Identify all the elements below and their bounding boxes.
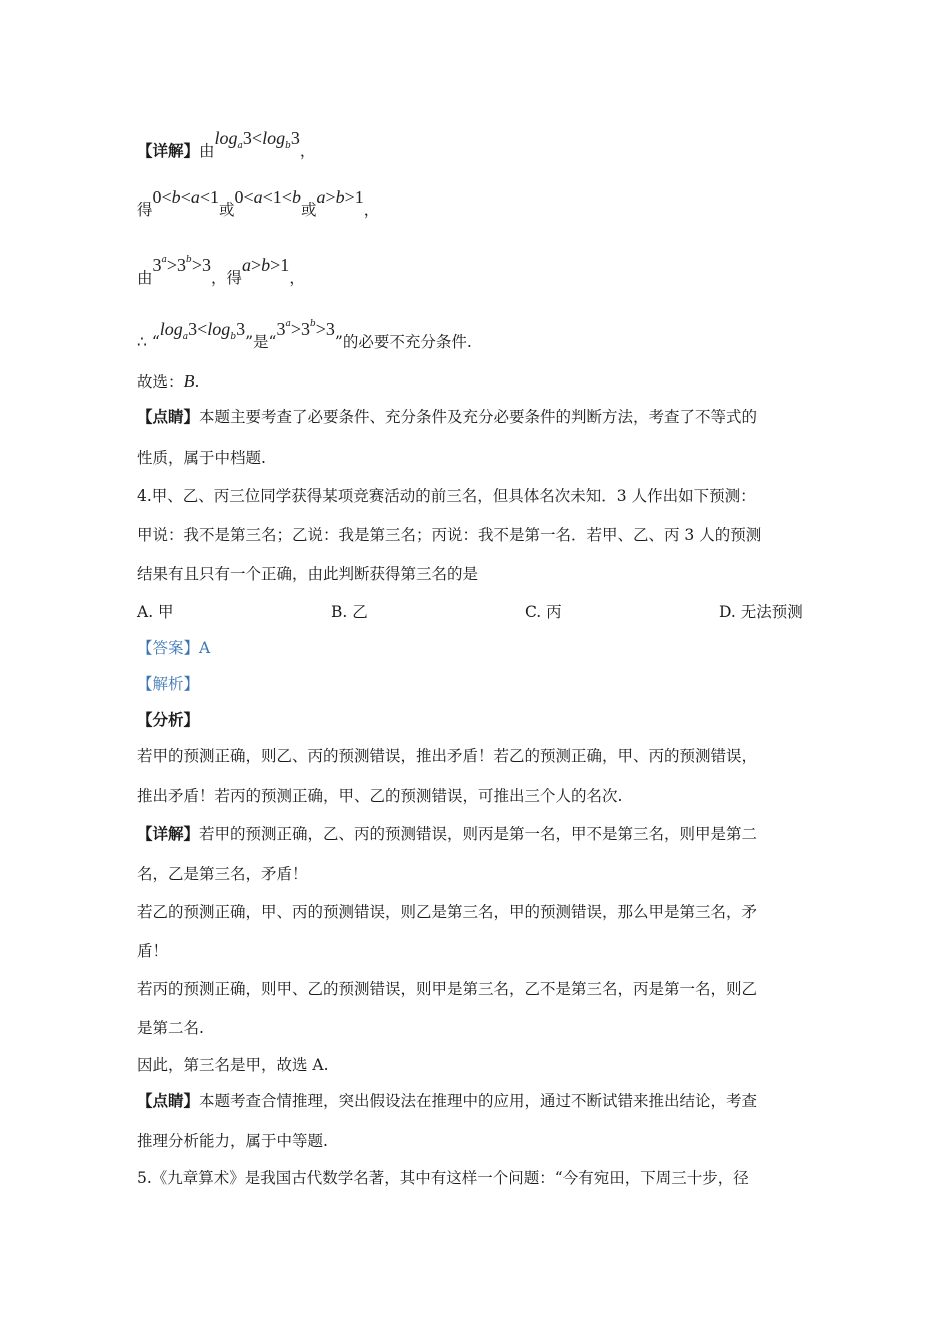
detail2-line-3: 若乙的预测正确，甲、丙的预测错误，则乙是第三名，甲的预测错误，那么甲是第三名，矛 (137, 903, 758, 921)
dianjing-1-cont: 性质，属于中档题. (137, 449, 266, 467)
question-4-line-3: 结果有且只有一个正确，由此判断获得第三名的是 (137, 565, 479, 583)
option-d: D. 无法预测 (719, 603, 803, 621)
detail-line-3: 由$3^a>3^b>3$，得a>b>1， (137, 255, 305, 287)
fenxi-label: 【分析】 (137, 710, 200, 729)
math-condition-1: 0<b<a<1 (152, 187, 219, 207)
detail2-line-6: 是第二名. (137, 1019, 204, 1037)
dianjing-2: 【点睛】本题考查合情推理，突出假设法在推理中的应用，通过不断试错来推出结论，考查 (137, 1091, 758, 1110)
option-a: A. 甲 (137, 603, 174, 621)
math-condition-3: a>b>1 (316, 187, 364, 207)
detail2-line-5: 若丙的预测正确，则甲、乙的预测错误，则甲是第三名，乙不是第三名，丙是第一名，则乙 (137, 980, 758, 998)
detail2-line-7: 因此，第三名是甲，故选 A. (137, 1056, 329, 1074)
math-a-gt-b: a>b>1 (242, 255, 290, 275)
question-4-line-1: 4.甲、乙、丙三位同学获得某项竞赛活动的前三名，但具体名次未知．3 人作出如下预测： (137, 487, 756, 505)
math-log-ineq-2: $\log_a3<\log_b3$ (159, 319, 246, 342)
analysis-line-2: 推出矛盾！若丙的预测正确，甲、乙的预测错误，可推出三个人的名次. (137, 787, 623, 805)
question-4-line-2: 甲说：我不是第三名；乙说：我是第三名；丙说：我不是第一名．若甲、乙、丙 3 人的预测 (137, 526, 762, 544)
detail2-line-2: 名，乙是第三名，矛盾！ (137, 865, 308, 883)
options-row (137, 602, 827, 624)
detail-conclusion: ∴ “$\log_a3<\log_b3$”是“$3^a>3^b>3$”的必要不充分条件. (137, 319, 472, 351)
analysis-label: 【解析】 (137, 675, 200, 693)
detail-line-2: 得0<b<a<1或0<a<1<b或a>b>1， (137, 187, 380, 219)
math-exp-ineq-2: $3^a>3^b>3$ (276, 319, 335, 339)
dianjing-1: 【点睛】本题主要考查了必要条件、充分条件及充分必要条件的判断方法，考查了不等式的 (137, 407, 758, 426)
math-condition-2: 0<a<1<b (234, 187, 301, 207)
option-c: C. 丙 (525, 603, 562, 621)
answer-line: 【答案】A (137, 639, 211, 657)
detail-label: 【详解】 (137, 141, 200, 160)
analysis-line-1: 若甲的预测正确，则乙、丙的预测错误，推出矛盾！若乙的预测正确，甲、丙的预测错误， (137, 747, 758, 765)
option-b: B. 乙 (331, 603, 368, 621)
detail2-line-4: 盾！ (137, 942, 169, 960)
math-exponential: $3^a>3^b>3$ (152, 255, 211, 275)
detail-line-1: 【详解】由$\log_a3<\log_b3$， (137, 128, 316, 160)
math-log-inequality: $\log_a3<\log_b3$ (214, 128, 300, 151)
detail2-line-1: 【详解】若甲的预测正确，乙、丙的预测错误，则丙是第一名，甲不是第三名，则甲是第二 (137, 824, 758, 843)
dianjing-2-cont: 推理分析能力，属于中等题. (137, 1132, 328, 1150)
choice-line: 故选：B. (137, 371, 200, 391)
question-5-line-1: 5.《九章算术》是我国古代数学名著，其中有这样一个问题：“今有宛田，下周三十步，径 (137, 1169, 749, 1187)
